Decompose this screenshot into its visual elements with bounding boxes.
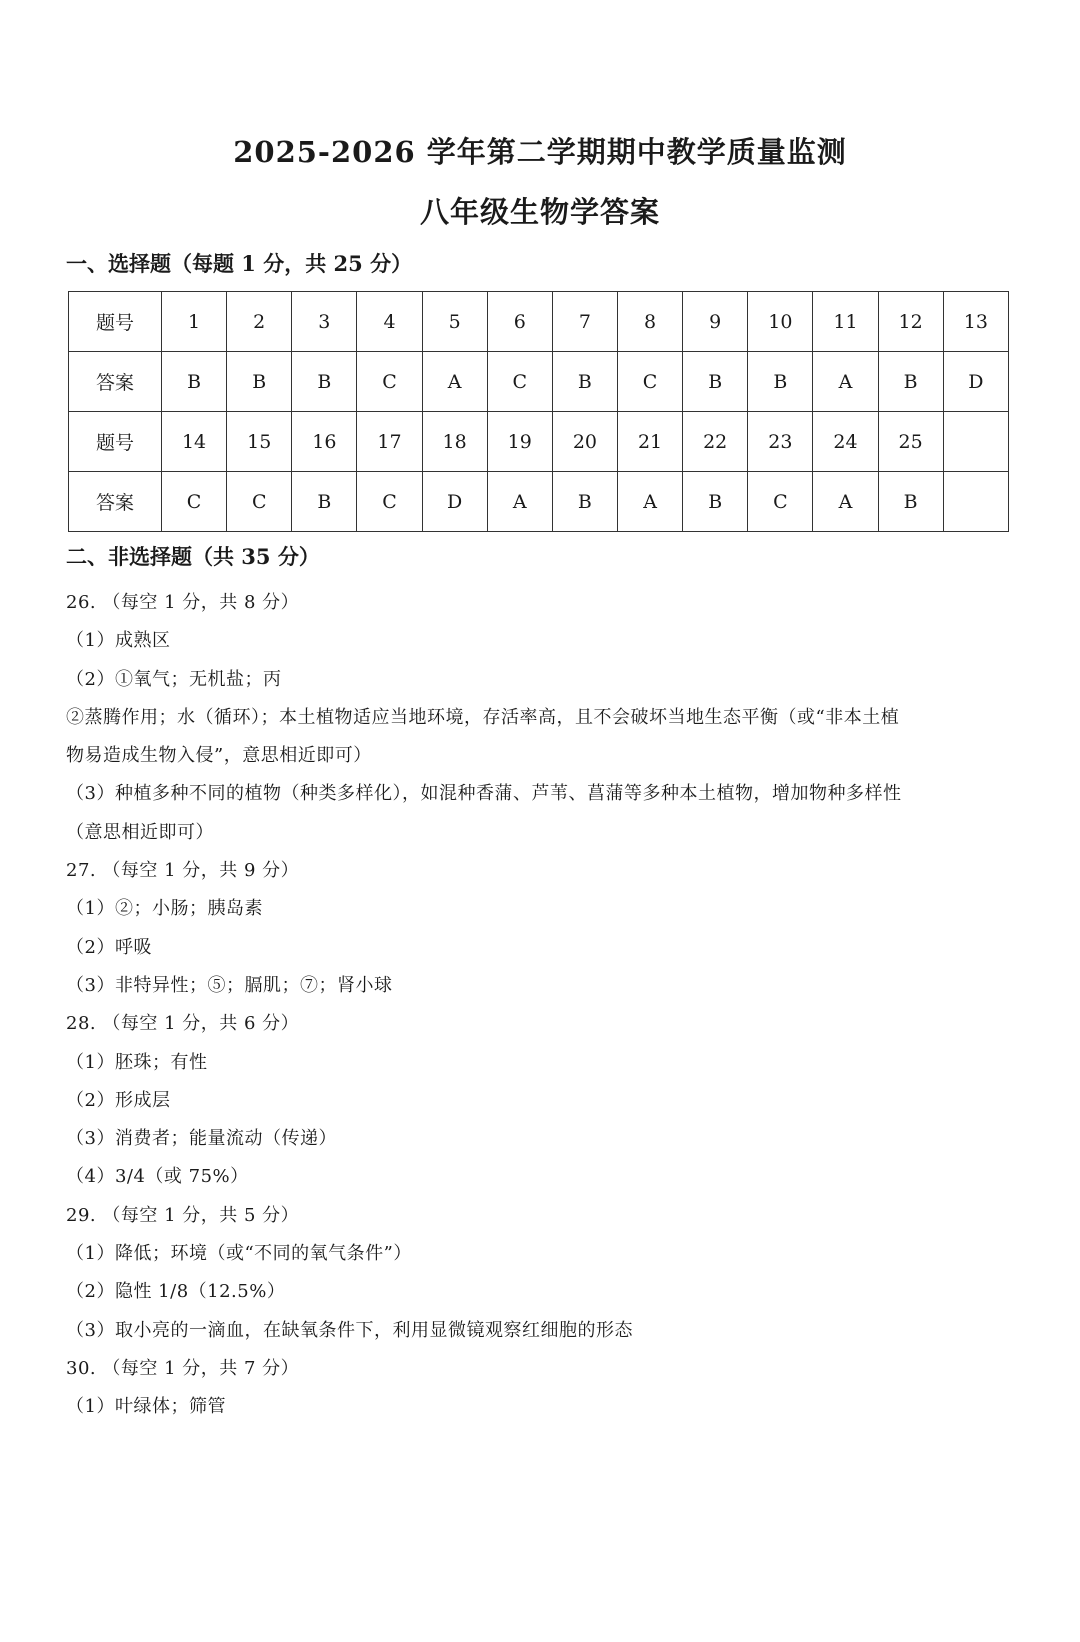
- table-row: [69, 352, 1009, 412]
- table-cell: B: [292, 472, 357, 532]
- table-cell: A: [813, 472, 878, 532]
- answer-line: （1）叶绿体；筛管: [66, 1396, 226, 1418]
- answer-line: （2）形成层: [66, 1089, 171, 1111]
- table-cell: 13: [943, 292, 1008, 352]
- document-subtitle: 八年级生物学答案: [419, 195, 660, 229]
- table-cell: 1: [162, 292, 227, 352]
- table-cell: D: [943, 352, 1008, 412]
- answer-line: （3）种植多种不同的植物（种类多样化），如混种香蒲、芦苇、菖蒲等多种本土植物，增加物种多样性: [66, 783, 902, 805]
- answer-line: 28. （每空 1 分，共 6 分）: [66, 1013, 300, 1035]
- table-cell: D: [422, 472, 487, 532]
- table-row: [69, 292, 1009, 352]
- answer-line: （2）呼吸: [66, 936, 152, 958]
- answer-line: （4）3/4（或 75%）: [66, 1166, 249, 1188]
- table-cell: 21: [617, 412, 682, 472]
- answer-lines: [66, 584, 1026, 1427]
- table-cell: 2: [227, 292, 292, 352]
- table-cell: B: [683, 352, 748, 412]
- answer-line: （1）成熟区: [66, 630, 171, 652]
- answer-line: （3）取小亮的一滴血，在缺氧条件下，利用显微镜观察红细胞的形态: [66, 1319, 633, 1341]
- answer-line: 29. （每空 1 分，共 5 分）: [66, 1204, 300, 1226]
- table-cell: 22: [683, 412, 748, 472]
- table-cell: B: [162, 352, 227, 412]
- table-cell: B: [552, 472, 617, 532]
- table-cell: B: [552, 352, 617, 412]
- table-cell: B: [878, 352, 943, 412]
- document-title: 2025-2026 学年第二学期期中教学质量监测: [233, 135, 847, 169]
- table-cell: C: [227, 472, 292, 532]
- table-cell: B: [878, 472, 943, 532]
- table-cell: 4: [357, 292, 422, 352]
- table-row-header: 答案: [69, 352, 162, 412]
- table-row: [69, 412, 1009, 472]
- table-cell: C: [357, 472, 422, 532]
- table-cell: A: [813, 352, 878, 412]
- table-cell: 24: [813, 412, 878, 472]
- answer-line: （1）胚珠；有性: [66, 1051, 208, 1073]
- table-row-header: 答案: [69, 472, 162, 532]
- table-row-header: 题号: [69, 412, 162, 472]
- table-cell: C: [357, 352, 422, 412]
- table-cell: C: [748, 472, 813, 532]
- table-cell: [943, 472, 1008, 532]
- answer-line: （1）降低；环境（或“不同的氧气条件”）: [66, 1243, 412, 1265]
- table-cell: B: [683, 472, 748, 532]
- table-row-header: 题号: [69, 292, 162, 352]
- answer-line: 27. （每空 1 分，共 9 分）: [66, 860, 300, 882]
- answer-line: 26. （每空 1 分，共 8 分）: [66, 592, 300, 613]
- table-cell: 23: [748, 412, 813, 472]
- answer-line: 30. （每空 1 分，共 7 分）: [66, 1357, 300, 1379]
- table-row: [69, 472, 1009, 532]
- table-cell: A: [617, 472, 682, 532]
- section-heading-non-choice: 二、非选择题（共 35 分）: [66, 544, 320, 569]
- table-cell: C: [487, 352, 552, 412]
- table-cell: [943, 412, 1008, 472]
- table-cell: C: [162, 472, 227, 532]
- answer-line: （3）消费者；能量流动（传递）: [66, 1128, 337, 1150]
- table-cell: 3: [292, 292, 357, 352]
- answer-line: （1）②；小肠；胰岛素: [66, 898, 263, 920]
- table-cell: 6: [487, 292, 552, 352]
- table-cell: 25: [878, 412, 943, 472]
- table-cell: B: [748, 352, 813, 412]
- table-cell: 15: [227, 412, 292, 472]
- table-cell: 18: [422, 412, 487, 472]
- table-cell: B: [292, 352, 357, 412]
- table-cell: 10: [748, 292, 813, 352]
- table-cell: 14: [162, 412, 227, 472]
- answer-line: ②蒸腾作用；水（循环）；本土植物适应当地环境，存活率高，且不会破坏当地生态平衡（或“非本土植: [66, 706, 900, 728]
- table-cell: 5: [422, 292, 487, 352]
- section-heading-choice: 一、选择题（每题 1 分，共 25 分）: [66, 251, 413, 276]
- table-cell: 7: [552, 292, 617, 352]
- table-cell: 8: [617, 292, 682, 352]
- table-cell: 16: [292, 412, 357, 472]
- table-cell: 11: [813, 292, 878, 352]
- table-cell: A: [487, 472, 552, 532]
- answer-line: （2）①氧气；无机盐；丙: [66, 668, 282, 690]
- answer-table: [68, 291, 1009, 532]
- answer-line: （3）非特异性；⑤；膈肌；⑦；肾小球: [66, 974, 393, 996]
- answer-line: （2）隐性 1/8（12.5%）: [66, 1281, 286, 1303]
- table-cell: 17: [357, 412, 422, 472]
- table-cell: 12: [878, 292, 943, 352]
- table-cell: 20: [552, 412, 617, 472]
- table-cell: 9: [683, 292, 748, 352]
- table-cell: A: [422, 352, 487, 412]
- answer-line: （意思相近即可）: [66, 821, 214, 843]
- answer-line: 物易造成生物入侵”，意思相近即可）: [66, 745, 372, 767]
- table-cell: B: [227, 352, 292, 412]
- table-cell: 19: [487, 412, 552, 472]
- table-cell: C: [617, 352, 682, 412]
